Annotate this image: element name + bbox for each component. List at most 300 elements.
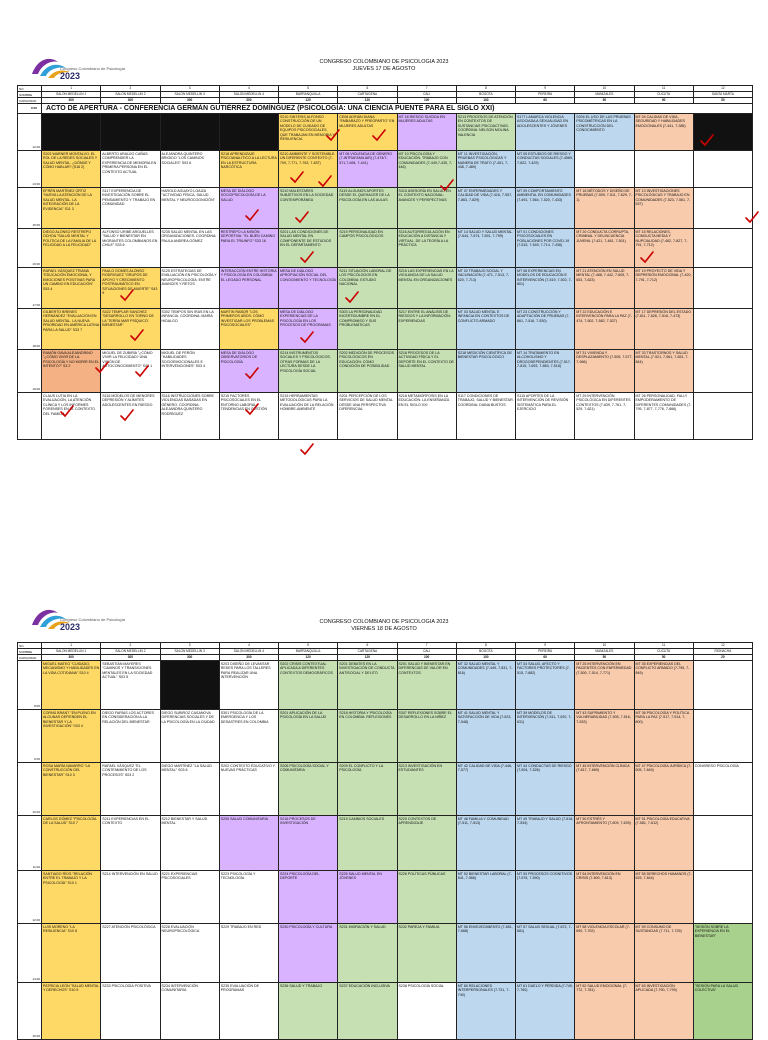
session-cell[interactable]: S224 PSICOLOGÍA DEL DEPORTE [279, 871, 338, 924]
session-cell[interactable]: MT 17 DEPRESIÓN DEL ESTADO (7-811, 7-628, 7-516, 7-473) [634, 309, 693, 350]
session-cell[interactable]: GILBERTO BRENES HERNÁNDEZ "EVALUACIÓN EN SALUD MENTAL. LA NUEVA PRIORIDAD EN AMÉRICA LATINA PARA LA SALUD" S33 7 [42, 309, 101, 350]
congress-title: CONGRESO COLOMBIANO DE PSICOLOGIA 2023 [319, 59, 449, 65]
session-cell[interactable] [101, 114, 160, 151]
congress-title: CONGRESO COLOMBIANO DE PSICOLOGIA 2023 [319, 619, 449, 625]
session-cell[interactable]: S223 PSICOLOGÍA Y TECNOLOGÍA [219, 871, 278, 924]
salon-cap: 50 [575, 655, 634, 661]
salon-name: BARRANQUILLA [279, 649, 338, 655]
session-cell[interactable]: MT 39 MODELOS DE INTERVENCIÓN (7-511, 7-520, 7-631) [516, 710, 575, 763]
session-row [18, 393, 753, 440]
session-cell[interactable]: MT 62 SALUD EMOCIONAL (7-772, 7-781) [575, 983, 634, 1040]
salon-cap: 50 [693, 98, 752, 104]
session-cell[interactable]: S217 ENTRE EL ANÁLISIS DE RIESGOS Y LA INFORMACIÓN: EXPERIENCIAS [397, 309, 456, 350]
schedule-date: JUEVES 17 DE AGOSTO [352, 66, 416, 72]
session-cell[interactable]: S307 REFLEXIONES SOBRE EL DESARROLLO EN LA NIÑEZ [397, 710, 456, 763]
time-label: 13:00 [18, 151, 42, 188]
salon-no: 1 [42, 643, 101, 649]
salon-name: SALON MEDELLIN 2 [101, 649, 160, 655]
session-cell[interactable] [693, 229, 752, 268]
session-cell[interactable]: S210 SINTESIS ALFONSO CONSTRUCCIÓN DE UN MODELO DE CUIDADO DE EQUIPOS PSICOSOCIALES, QUE TRABAJAN EN MEMORIA Y RESILIENCIA [279, 114, 338, 151]
session-row [18, 924, 753, 983]
time-label: 12:00 [18, 114, 42, 151]
salon-name: CUCUTA [634, 92, 693, 98]
session-cell[interactable]: MT 31 VIVIENDA Y DESPLAZAMIENTO (7-505, 7-577, 7-966) [575, 350, 634, 393]
session-cell[interactable]: S233 PSICOLOGÍA POSITIVA [101, 983, 160, 1040]
session-cell[interactable]: S205 SALUD COMUNITARIA [219, 816, 278, 871]
session-cell[interactable]: MT 10 PSICOLOGÍA Y EDUCACIÓN. TRABAJO CON COMUNIDADES (7-449,7-435, 7-446) [397, 151, 456, 188]
time-label: 9:00 [18, 104, 42, 114]
salon-cap: 300 [101, 655, 160, 661]
page-title [0, 619, 768, 633]
session-cell[interactable]: MT 33 TRASTORNOS Y SALUD MENTAL (7-521, 7-561, 7-651, 7-844) [634, 350, 693, 393]
salon-cap: 120 [338, 655, 397, 661]
session-cell[interactable]: MT 20 CONDUCTA CORRUPTA, CRIMINAL Y DELINCUENCIA JUVENIL (7-421, 7-481, 7-501) [575, 229, 634, 268]
header-label: NOMBRE [18, 649, 42, 655]
session-cell[interactable]: MT 49 TRABAJO Y SALUD (7-518, 7-534) [516, 816, 575, 871]
session-cell[interactable]: S117 CONDICIONES DE TRABAJO, SALUD Y BIENESTAR. COORDINA: DIANA BUSTOS [456, 393, 515, 440]
session-cell[interactable]: MT 63 INVESTIGACIÓN APLICADA (7-790, 7-799) [634, 983, 693, 1040]
salon-name: CARTAGENA [338, 649, 397, 655]
time-label: 18:00 [18, 309, 42, 350]
session-cell[interactable]: S232 PAREJA Y FAMILIA [397, 924, 456, 983]
session-cell[interactable]: S115 APORTES DE LA INTERVENCIÓN DE REVISIÓN SISTEMÁTICA PARA EL EJERCICIO [516, 393, 575, 440]
session-row [18, 268, 753, 309]
session-cell[interactable]: S236 SALUD Y TRABAJO [279, 983, 338, 1040]
session-cell[interactable] [693, 393, 752, 440]
salon-cap: 100 [456, 98, 515, 104]
session-cell[interactable]: S201 PERCEPCIÓN DE LOS SERVICIOS DE SALUD MENTAL DESDE UNA PERSPECTIVA DIFERENCIAL [338, 393, 397, 440]
session-cell[interactable]: MT 50 ESTRÉS Y AFRONTAMIENTO (7-609, 7-639) [575, 816, 634, 871]
session-cell[interactable]: MESA DE DIÁLOGO SOCIOPSICOLOGÍA DE LA SALUD [219, 188, 278, 229]
time-label: 15:00 [18, 188, 42, 229]
salon-name: SANTA MARTA [693, 92, 752, 98]
salon-cap: 120 [279, 655, 338, 661]
salon-no: 8 [456, 643, 515, 649]
salon-no: 1 [42, 86, 101, 92]
session-cell[interactable]: MT 42 CALIDAD DE VIDA (7-446, 7-577) [456, 763, 515, 816]
salon-name: SALON MEDELLIN 3 [160, 649, 219, 655]
session-cell[interactable]: S210 MALESTARES SUBJETIVOS EN LA SOCIEDAD CONTEMPORÁNEA [279, 188, 338, 229]
session-row [18, 309, 753, 350]
session-cell[interactable]: S116 AUTORREGULACIÓN EN EDUCACIÓN A DISTANCIA Y VIRTUAL, DE LA TEORÍA A LA PRÁCTICA [397, 229, 456, 268]
salon-name: PEREIRA [516, 649, 575, 655]
session-cell[interactable]: INTERACCIÓN ENTRE HISTORIA Y PSICOLOGÍA EN COLOMBIA: EL LEGADO PERSONAL [219, 268, 278, 309]
salon-cap: 50 [634, 655, 693, 661]
session-cell[interactable]: S235 SALUD MENTAL EN LAS ORGANIZACIONES. COORDINA: PAULA ANDREA GÓMEZ [160, 229, 219, 268]
session-cell[interactable]: S202 MEDICIÓN DE PROCESOS PSICOLÓGICOS EN EDUCACIÓN: CÓMO CONDICIÓN DE POSIBILIDAD [338, 350, 397, 393]
salon-no: 7 [397, 86, 456, 92]
session-cell[interactable]: MT 48 FAMILIA Y COMUNIDAD (7-511, 7-513) [456, 816, 515, 871]
session-cell[interactable]: S177 LAMARCA VIOLENCIA ASOCIADA A SEXUALIDAD EN ADOLESCENTES Y JÓVENES [516, 114, 575, 151]
opening-ceremony: ACTO DE APERTURA - CONFERENCIA GERMÁN GUTIÉRREZ DOMÍNGUEZ (PSICOLOGÍA: UNA CIENCIA PUENTE PARA EL SIGLO XXI) [42, 104, 753, 114]
session-cell[interactable]: S211 EXPERIENCIAS EN EL CONTEXTO [101, 816, 160, 871]
salon-no: 4 [219, 86, 278, 92]
session-cell[interactable]: S234 INTERVENCIÓN COMUNITARIA [160, 983, 219, 1040]
salon-cap: 300 [160, 655, 219, 661]
session-cell[interactable]: MIGUEL DE FERÓN "HABILIDADES SOCIOEMOCIONALES E INTERVENCIONES" S03 4 [160, 350, 219, 393]
session-cell[interactable]: CLAUS LUTIA EN LA EVALUACIÓN, LA ATENCIÓN CLÍNICA Y LOS INFORMES FORENSES EN EL CONTEXTO DEL FAMILIA [42, 393, 101, 440]
session-cell[interactable]: MESA DE DIÁLOGO APROPIACIÓN SOCIAL DEL CONOCIMIENTO Y TECNOLOGÍA [279, 268, 338, 309]
schedule-page-thursday [0, 0, 768, 458]
session-cell[interactable]: MT 58 VIOLENCIA ESCOLAR (7-690, 7-702) [575, 924, 634, 983]
session-cell[interactable]: MT 13 INVESTIGACIONES PSICOLÓGICAS Y TRABAJO EN COMUNIDADES (7-523, 7-561, 7-537) [634, 188, 693, 229]
session-cell[interactable]: S201 LAS CONDICIONES DE SALUD MENTAL EN COMPONENTE DE ESTUDIOS EN EL DEPARTAMENTO [279, 229, 338, 268]
session-cell[interactable]: S203 WARNER MONTALVO. EL ROL DE LA REDES SOCIALES Y SALUD MENTAL. ¿DÓNDE Y CÓMO HABLAR? (S16 2) [42, 151, 101, 188]
session-cell[interactable]: S117 EXPERIENCIA DE INVESTIGACIÓN SOBRE EL PENSAMIENTO Y TRABAJO EN COMUNIDAD [101, 188, 160, 229]
session-cell[interactable] [693, 871, 752, 924]
salon-name: SALON MEDELLIN 4 [219, 92, 278, 98]
session-cell[interactable]: LUIS MORENO "LA RESILIENCIA" S10 8 [42, 924, 101, 983]
session-cell[interactable]: DIEGO SUBIROZ CASANOVA DIFERENCIAS SOCIALES Y DE LA PSICOLOGÍA EN LA CIUDAD [160, 710, 219, 763]
salon-cap: 100 [397, 98, 456, 104]
header-label: NO. [18, 643, 42, 649]
session-cell[interactable]: CE08 ADRIÁN DIANA "EMBARAZO Y PREOPARTO" EN MUJERES ADULTAS [338, 114, 397, 151]
session-cell[interactable]: S230 PSICOLOGÍA Y CULTURA [279, 924, 338, 983]
session-cell[interactable]: MT 60 RELACIONES INTERPERSONALES (7-731, 7-740) [456, 983, 515, 1040]
time-label: 15:00 [18, 983, 42, 1040]
session-cell[interactable]: EFRÉN MARTÍNEZ ORTIZ "NUEVA LA ATENCIÓN DE LA SALUD MENTAL. LA INTEGRACIÓN DE LA EVIDENCIA" S11 3 [42, 188, 101, 229]
session-cell[interactable] [693, 114, 752, 151]
session-cell[interactable]: MT 26 PERSONALIDAD, FALLY EMPODERAMIENTO DE DIFERENTES COMUNIDADES (7-795, 7-877, 7-776, 7-866) [634, 393, 693, 440]
session-cell[interactable]: MIGUEL DE ZUBIRÍA "¿CÓMO VIVIR LA FELICIDAD? UNA VISIÓN DE AUTOCONOCIMIENTO" S43 1 [101, 350, 160, 393]
opening-row [18, 104, 753, 114]
time-label [18, 393, 42, 440]
page-title [0, 59, 768, 73]
salon-name: CALI [397, 92, 456, 98]
session-cell[interactable]: S216 PROCESOS DE INVESTIGACIÓN [279, 816, 338, 871]
session-row [18, 114, 753, 151]
session-cell[interactable]: MT 45 INTERVENCIÓN CLÍNICA (7-617, 7-669) [575, 763, 634, 816]
session-cell[interactable]: MT 02 TRABAJO SOCIAL Y VACUNACIÓN (7-471, 7-513, 7-620, 7-713) [456, 268, 515, 309]
red-check-mark-icon [300, 442, 314, 456]
time-label: 9:00 [18, 710, 42, 763]
session-cell[interactable]: S218 APRENDIZAJE PSICOANALÍTICO A LA LECTURA EN LA ESTRUCTURA NARCÓTICA [219, 151, 278, 188]
session-cell[interactable]: S218 METAMORFOSIS EN LA EDUCACIÓN: LA ENSEÑANZA EN EL SIGLO XXI [397, 393, 456, 440]
salon-no: 2 [101, 86, 160, 92]
salon-name: RIOHACHA [693, 649, 752, 655]
session-cell[interactable]: S214 INSTRUMENTOS SOCIALES Y PSICOLÓGICOS. OTRAS FORMAS DE LA LECTURA DESDE LA PSICOLOGÍA SOCIAL [279, 350, 338, 393]
salon-cap: 50 [634, 98, 693, 104]
salon-name: PEREIRA [516, 92, 575, 98]
session-cell[interactable]: S201 DEBATES EN LA INVESTIGACIÓN DE CONDUCTA ANTISOCIAL Y DELITO [338, 661, 397, 710]
session-cell[interactable]: S226 POLÍTICAS PÚBLICAS [397, 871, 456, 924]
salon-no: 10 [575, 643, 634, 649]
session-cell[interactable]: MT 41 SALUD MENTAL Y SATISFACCIÓN DE VIDA (7-523, 7-548) [456, 710, 515, 763]
session-cell[interactable]: S220 CONTEXTOS DE APRENDIZAJE [397, 816, 456, 871]
header-label: CAPACIDAD [18, 655, 42, 661]
session-cell[interactable]: S211 SITUACIÓN LABORAL DE LOS PSICÓLOGOS EN COLOMBIA: ESTUDIO NACIONAL [338, 268, 397, 309]
session-cell[interactable]: ROSA MARÍA NAVARRO "LA CONSTRUCCIÓN DEL BIENESTAR" S10 3 [42, 763, 101, 816]
session-cell[interactable]: ALBERTO ARAÚJO CAÑAS. COMPRENDER LA EXPERIENCIA DE MEMORIA EN PRIMERA PERSONA EN EL CONTEXTO ACTUAL [101, 151, 160, 188]
header-label: CAPACIDAD [18, 98, 42, 104]
session-cell[interactable]: MT 54 INTERVENCIÓN EN CRISIS (7-600, 7-613) [575, 871, 634, 924]
salon-cap: 50 [575, 98, 634, 104]
salon-name: CALI [397, 649, 456, 655]
salon-cap: 20 [693, 655, 752, 661]
time-label: 10:00 [18, 763, 42, 816]
salon-name: SALON MEDELLIN 1 [42, 649, 101, 655]
salon-no: 6 [338, 86, 397, 92]
session-cell[interactable] [219, 114, 278, 151]
session-cell[interactable]: S212 BIENESTAR Y SALUD MENTAL [160, 816, 219, 871]
session-cell[interactable]: MT 32 SALUD MENTAL Y COMUNIDADES (7-449, 7-531, 7-816) [456, 661, 515, 710]
session-cell[interactable]: MT 55 DERECHOS HUMANOS (7-625, 7-644) [634, 871, 693, 924]
salon-no: 5 [279, 643, 338, 649]
header-label: NO. [18, 86, 42, 92]
session-cell[interactable] [693, 350, 752, 393]
session-row [18, 350, 753, 393]
session-row [18, 229, 753, 268]
session-cell[interactable]: S215 HERRAMIENTAS METODOLÓGICAS PARA LA EVALUACIÓN DE LA RELACIÓN HOMBRE-AMBIENTE [279, 393, 338, 440]
salon-cap: 300 [219, 98, 278, 104]
salon-name: SALON MEDELLIN 4 [219, 649, 278, 655]
time-label: 8:00 [18, 661, 42, 710]
session-cell[interactable]: S119 ALGUNOS APORTES DESDE EL QUEHACER DE LA PSICOLOGÍA EN LAS AULAS [338, 188, 397, 229]
salon-name: MANIZALES [575, 649, 634, 655]
session-cell[interactable]: "SESIÓN SOBRE LA EXPERIENCIA EN EL BIENESTAR" [693, 924, 752, 983]
session-cell[interactable]: MT 06 VIOLENCIA DE GÉNERO (7-INTRAFAMILIAR) (7-474/7-571,7-694, 7-441) [338, 151, 397, 188]
salon-cap: 300 [219, 655, 278, 661]
time-label: 14:00 [18, 924, 42, 983]
salon-no: 2 [101, 643, 160, 649]
session-cell[interactable]: S116 INSTRUCCIONES SOBRE VIOLENCIAS BASADAS EN GÉNERO. COORDINA: ALEJANDRA QUINTERO RODRÍGUEZ [160, 393, 219, 440]
session-cell[interactable]: MT 47 PSICOLOGÍA JURÍDICA (7-505, 7-649) [634, 763, 693, 816]
time-label: 12:00 [18, 871, 42, 924]
session-cell[interactable]: MT 18 RIESGO SUICIDA EN MUJERES ADULTAS [397, 114, 456, 151]
session-cell[interactable]: MT 29 INTERVENCIÓN PSICOLÓGICA EN DIFERENTES CONTEXTOS (7-639, 7-761, 7-529, 7-621) [575, 393, 634, 440]
session-cell[interactable]: S219 CAMBIOS SOCIALES [338, 816, 397, 871]
session-cell[interactable]: S227 ATENCIÓN PSICOLÓGICA [101, 924, 160, 983]
session-cell[interactable]: S218 PROCESOS DE LA ACTIVIDAD FÍSICA Y EL DEPORTE EN EL CONTEXTO DE SALUD MENTAL [397, 350, 456, 393]
session-cell[interactable]: DIEGO FARÍAS LOS ACTORES EN CONSIDERACIÓN A LA RELACIÓN DEL BIENESTAR [101, 710, 160, 763]
session-cell[interactable]: MT 61 DUELO Y PÉRDIDA (7-749, 7-760) [516, 983, 575, 1040]
session-cell[interactable]: S125 ESTRATEGIAS DE EVALUACIÓN EN PSICOLOGÍA Y NEUROPSICOLOGÍA: ENTRE AVANCES Y RETOS [160, 268, 219, 309]
time-label: 16:00 [18, 229, 42, 268]
logo-subtitle: Congreso Colombiano de Psicología [60, 66, 125, 71]
salon-no: 4 [219, 643, 278, 649]
logo-year-text: 2023 [60, 622, 81, 632]
salon-cap: 300 [160, 98, 219, 104]
session-cell[interactable]: MT 05 ESTUDIOS DE RIESGO Y CONDUCTAS SOCIALES (7-4589, 7-822, 7-429) [516, 151, 575, 188]
salon-name: BOGOTA [456, 649, 515, 655]
session-cell[interactable]: S221 EXPERIENCIAS PSICOSOCIALES [160, 871, 219, 924]
session-cell[interactable]: MT 04 CALIDAD DE VIDA, SEGURIDAD Y HABILIDADES EMOCIONALES (7-441, 7-385) [634, 114, 693, 151]
salon-cap: 120 [279, 98, 338, 104]
session-cell[interactable]: PAULO GOMES ALONSO RODRIGUEZ "GRUPOS DE APOYO Y CRECIMIENTO POSTRAUMÁTICO EN SITUACIONES DE MUERTE" S43 9 [101, 268, 160, 309]
salon-name: BOGOTA [456, 92, 515, 98]
session-cell[interactable] [634, 151, 693, 188]
session-row [18, 871, 753, 924]
logo-subtitle: Congreso Colombiano de Psicología [60, 617, 125, 622]
salon-no: 3 [160, 86, 219, 92]
session-cell[interactable]: MT 07 ENFERMEDADES Y CALIDAD DE VIDA (7-416, 7-557, 7-863, 7-829) [456, 188, 515, 229]
salon-cap: 60 [516, 98, 575, 104]
session-cell[interactable]: PATRICIA LEÓN "SALUD MENTAL Y DERECHOS" S10 5 [42, 983, 101, 1040]
session-cell[interactable]: S235 EVALUACIÓN DE PROGRAMAS [219, 983, 278, 1040]
session-cell[interactable]: S215 LAS EXPERIENCIAS EN LA VIGILANCIA DE LA SALUD MENTAL EN ORGANIZACIONES [397, 268, 456, 309]
schedule-page-friday [0, 503, 768, 1038]
session-cell[interactable]: MT 14 SALUD Y SALUD MENTAL (7-644, 7-674, 7-591, 7-799) [456, 229, 515, 268]
session-cell[interactable]: MT 08 EXPERIENCIAS EN MODELOS DE EDUCACIÓN E INTERVENCIÓN (7-519, 7-502, 7-801) [516, 268, 575, 309]
session-cell[interactable]: MT 44 CONDUCTAS DE RIESGO (7-504, 7-526) [516, 763, 575, 816]
session-row [18, 816, 753, 871]
session-cell[interactable] [693, 710, 752, 763]
session-cell[interactable]: S202 CONTEXTO EDUCATIVO Y NUEVAS PRÁCTICAS [219, 763, 278, 816]
session-row [18, 763, 753, 816]
session-cell[interactable]: RAFAEL VÁSQUEZ TRIANA "EDUCACIÓN EMOCIONAL Y EMOCIONES POSITIVAS PARA UN CAMBIO EN EDUCACIÓN" S53 4 [42, 268, 101, 309]
session-cell[interactable]: MESA DE DIÁLOGO EXPERIENCIAS DE LA PSICOLOGÍA EN LOS PROCESOS DE PROGRAMAS [279, 309, 338, 350]
session-cell[interactable]: MIGUEL MATEO "CUIDADO, MECANISMO Y HABILIDADES EN LA VIDA COTIDIANA" S10 4 [42, 661, 101, 710]
session-cell[interactable]: CORNÚ BRANT "EN PLENO EN ALGUNAS DEFIENDEN EL BIENESTAR Y LA INVESTIGACIÓN" S03 4 [42, 710, 101, 763]
session-cell[interactable]: S214 INTERVENCIÓN EN SALUD [101, 871, 160, 924]
session-cell[interactable]: HAROLD AGUAYO LOAIZA "ACTIVIDAD FÍSICA, SALUD MENTAL Y NEUROCOGNICIÓN" [160, 188, 219, 229]
session-cell[interactable]: S237 EDUCACIÓN INCLUSIVA [338, 983, 397, 1040]
salon-cap: 60 [516, 655, 575, 661]
session-cell[interactable]: S301 PSICOLOGÍA DE LA EMERGENCIA Y LOS DESASTRES EN COLOMBIA [219, 710, 278, 763]
schedule-date: VIERNES 18 DE AGOSTO [351, 626, 417, 632]
session-cell[interactable]: MARTIN RABOR "LOS PRIMEROS AÑOS: CÓMO INVESTIGAR LOS PROBLEMAS PSICOSOCIALES" [219, 309, 278, 350]
session-cell[interactable]: S210 AMBIENTE Y SOSTENIBLE. UN DIFERENTE CONTEXTO (7-709, 7-771, 7-763, 7-837) [279, 151, 338, 188]
time-label: 11:00 [18, 816, 42, 871]
session-cell[interactable]: MT 34 SALUD, AFECTO Y FACTORES PROTECTORES (7-515, 7-682) [516, 661, 575, 710]
salon-name: BARRANQUILLA [279, 92, 338, 98]
salon-cap: 300 [42, 98, 101, 104]
session-cell[interactable]: MT 43 SUFRIMIENTO Y VULNERABILIDAD (7-505, 7-516, 7-533) [575, 710, 634, 763]
salon-name: CARTAGENA [338, 92, 397, 98]
session-cell[interactable]: MT 11 INVESTIGACIÓN, PRUEBAS PSICOLÓGICAS Y MANERA DE TRATO (7-451, 7-438, 7-489) [456, 151, 515, 188]
schedule-table [17, 642, 753, 1040]
session-cell[interactable]: S228 EVALUACIÓN NEUROPSICOLÓGICA [160, 924, 219, 983]
session-cell[interactable]: S201 APLICACIÓN DE LA PSICOLOGÍA EN LA SALUD [279, 710, 338, 763]
session-cell[interactable]: S231 MIGRACIÓN Y SALUD [338, 924, 397, 983]
session-cell[interactable]: MT 56 ENVEJECIMIENTO (7-651, 7-668) [456, 924, 515, 983]
session-cell[interactable]: MT 21 ATENCIÓN EN SALUD MENTAL (7-468, 7-442, 7-605, 7-653, 7-623) [575, 268, 634, 309]
session-cell[interactable]: S302 TEMPOS SIN IRAS EN LA INFANCIA. COORDINA: MARÍA HIDALGO [160, 309, 219, 350]
session-cell[interactable]: MT 52 BIENESTAR LABORAL (7-541, 7-566) [456, 871, 515, 924]
session-row [18, 188, 753, 229]
session-cell[interactable]: MT 35 EXPERIENCIAS DEL CONFLICTO ARMADO (7-795, 7-849) [634, 661, 693, 710]
session-row [18, 710, 753, 763]
session-cell[interactable]: MT 14 TRATAMIENTO EN ALCOHOLISMO Y DROGODEPENDIENTES (7-517, 7-815, 7-693, 7-863, 7-518) [516, 350, 575, 393]
session-cell[interactable]: MT 01 CONDICIONES PSICOSOCIALES EN POBLACIONES POR COVID-19 (7-515, 7-549, 7-714, 7-436) [516, 229, 575, 268]
salon-no: 5 [279, 86, 338, 92]
session-cell[interactable]: MT 25 INTERVENCIÓN EN PACIENTES CON ENFERMEDAD (7-500, 7-514, 7-771) [575, 661, 634, 710]
session-cell[interactable]: S315 ASESORÍA EN SALUD EN EL CONTEXTO NACIONAL: AVANCES Y PERSPECTIVAS [397, 188, 456, 229]
session-cell[interactable]: S218 HISTORIA Y PSICOLOGÍA EN COLOMBIA: REFLEXIONES [338, 710, 397, 763]
session-cell[interactable]: MT 03 SALUD MENTAL E INFANCIA EN CONTEXTOS DE CONFLICTO ARMADO [456, 309, 515, 350]
session-cell[interactable]: DIEGO MARTÍNEZ "LA SALUD MENTAL" S03 6 [160, 763, 219, 816]
session-cell[interactable]: S202 CRISIS CONTEXTUAL APLICADA A DIFERENTES CONTEXTOS DEMOGRÁFICOS [279, 661, 338, 710]
session-cell[interactable]: MT 53 PROCESOS COGNITIVOS (7-576, 7-590) [516, 871, 575, 924]
salon-no: 6 [338, 643, 397, 649]
session-cell[interactable] [693, 661, 752, 710]
session-cell[interactable]: MT 16 MÉTODOS Y DISEÑO DE PRUEBAS (7-509, 7-511, 7-629, 7-1) [575, 188, 634, 229]
session-cell[interactable]: MESA DE DIÁLOGO OBSERVATORIOS DE PSICOLOGÍA [219, 350, 278, 393]
session-cell[interactable]: S204 EL USO DE LAS PRUEBAS PSICOMÉTRICAS EN LA CONSTRUCCIÓN DEL CONOCIMIENTO [575, 114, 634, 151]
logo-year-text: 2023 [60, 71, 81, 81]
session-cell[interactable]: S206 PSICOLOGÍA SOCIAL Y COMUNITARIA [279, 763, 338, 816]
session-cell[interactable]: S218 MEDICIÓN CIENTÍFICA DE BIENESTAR PSICOLÓGICO [456, 350, 515, 393]
session-cell[interactable]: MT 09 COMPORTAMIENTO AMBIENTAL EN COMUNIDADES (7-491, 7-564, 7-520, 7-433) [516, 188, 575, 229]
session-cell[interactable]: RESTREPO LA MISIÓN DEPORTIVA: "EL BUEN CAMINO PARA EL TRIUNFO" S33 16 [219, 229, 278, 268]
session-cell[interactable] [693, 188, 752, 229]
salon-name: MANIZALES [575, 92, 634, 98]
session-cell[interactable]: S116 MODELOS DE MENORES DEPRESIÓN Y ALÍMITES ADOLESCENTES EN RIESGO [101, 393, 160, 440]
session-cell[interactable] [693, 309, 752, 350]
session-cell[interactable]: MT 23 CONSTRUCCIÓN Y ADAPTACIÓN DE PRUEBAS (7-861, 7-516, 7-530) [516, 309, 575, 350]
session-row [18, 661, 753, 710]
salon-no: 9 [516, 86, 575, 92]
salon-no: 3 [160, 643, 219, 649]
session-cell[interactable] [160, 661, 219, 710]
session-cell[interactable]: SANTIAGO RÍOS "RELACIÓN ENTRE EL TRABAJO Y LA PSICOLOGÍA" S10 1 [42, 871, 101, 924]
session-cell[interactable]: "SESIÓN PARA LA SALUD COLECTIVA" [693, 983, 752, 1040]
session-cell[interactable]: S215 FACTORES PSICOSOCIALES EN EL ENTORNO LABORAL: TENDENCIAS EN GESTIÓN [219, 393, 278, 440]
session-cell[interactable]: S213 INVESTIGACIÓN EN ESTUDIANTES [397, 763, 456, 816]
session-cell[interactable]: MT 36 PSICOLOGÍA Y POLÍTICA PARA LA PAZ (7-517, 7-514, 7-800) [634, 710, 693, 763]
schedule-table [17, 85, 753, 440]
salon-no: 11 [634, 643, 693, 649]
session-cell[interactable]: ALEJANDRA QUINTERO BRIGIDO "LOS CAMINOS SOCIALES" S03 6 [160, 151, 219, 188]
session-cell[interactable]: CONGRESO PSICOLOGÍA [693, 763, 752, 816]
session-cell[interactable]: S209 EL CONFLICTO Y LA PSICOLOGÍA [338, 763, 397, 816]
session-cell[interactable]: CARLOS GÓMEZ "PSICOLOGÍA DE LA SALUD" S10 7 [42, 816, 101, 871]
time-label: 17:00 [18, 268, 42, 309]
salon-cap: 300 [42, 655, 101, 661]
salon-no: 12 [693, 643, 752, 649]
salon-name: SALON MEDELLIN 1 [42, 92, 101, 98]
session-row [18, 983, 753, 1040]
salon-no: 12 [693, 86, 752, 92]
session-cell[interactable] [693, 268, 752, 309]
salon-cap: 100 [397, 655, 456, 661]
session-cell[interactable]: S303 LA PERSONALIDAD INCERTIDUMBRE EN EL COMPROMISO Y SUS PROBLEMÁTICAS [338, 309, 397, 350]
session-cell[interactable]: MT 51 PSICOLOGÍA EDUCATIVA (7-581, 7-612) [634, 816, 693, 871]
session-cell[interactable]: MT 19 PROYECTO DE VIDA Y DEPRESIÓN EMOCIONAL (7-420, 7-791, 7-712) [634, 268, 693, 309]
session-cell[interactable] [160, 114, 219, 151]
session-cell[interactable]: RAFAEL VÁSQUEZ "EL CONTENIMIENTO DE LOS PROCESOS" S03 2 [101, 763, 160, 816]
salon-cap: 300 [101, 98, 160, 104]
session-cell[interactable]: MT 59 CONSUMO DE SUSTANCIAS (7-711, 7-725) [634, 924, 693, 983]
session-cell[interactable] [693, 816, 752, 871]
header-label: NOMBRE [18, 92, 42, 98]
session-cell[interactable]: SEBASTIÁN MAYERES "CAMINOS Y TRANSICIONES MENTALES EN LA SOCIEDAD ACTUAL" S03 5 [101, 661, 160, 710]
salon-no: 8 [456, 86, 515, 92]
session-cell[interactable]: MT 57 SALUD SEXUAL (7-672, 7-681) [516, 924, 575, 983]
salon-name: CUCUTA [634, 649, 693, 655]
session-cell[interactable]: S229 TRABAJO EN RED [219, 924, 278, 983]
session-cell[interactable]: S219 PERSONALIDAD EN CAMPOS PSICOLÓGICOS [338, 229, 397, 268]
salon-name: SALON MEDELLIN 2 [101, 92, 160, 98]
session-cell[interactable]: ALFONSO URIBE ARGUELLES "SALUD Y BIENESTAR EN MIGRANTES COLOMBIANOS EN CHILE" S33 6 [101, 229, 160, 268]
session-cell[interactable] [693, 151, 752, 188]
session-cell[interactable]: RAMÓN GAVA ALEJANDRINO "¿CÓMO VIVIR DE LA PSICOLOGÍA Y NO MORIR EN EL INTENTO?" S3 2 [42, 350, 101, 393]
session-cell[interactable]: S422 TEMPLAR SANCHEZ "DESARROLLO EN TORNO DE LA 'TERRA MAR PSÍQUICO'. BIENESTAR" [101, 309, 160, 350]
session-cell[interactable]: S213 PROCESOS DE ATENCIÓN EN CONTEXTOS DE SUSTANCIAS PSICOACTIVAS. COORDINA: NELSON MOLINA VALENCIA [456, 114, 515, 151]
session-cell[interactable] [42, 114, 101, 151]
session-cell[interactable]: S203 DISEÑO DE LEVANTAR REDES PARA LOS TALLERES PARA REALIZAR UNA INTERVENCIÓN [219, 661, 278, 710]
salon-cap: 120 [338, 98, 397, 104]
session-cell[interactable]: S238 PSICOLOGÍA SOCIAL [397, 983, 456, 1040]
session-cell[interactable]: S225 SALUD MENTAL EN JÓVENES [338, 871, 397, 924]
session-cell[interactable]: S201 SALUD Y BIENESTAR EN DIFERENCIAS DE VALOR EN CONTEXTOS [397, 661, 456, 710]
session-cell[interactable]: DIEGO ALONSO RESTREPO OCHOA "SALUD MENTAL Y POLÍTICA DE LA FAMILIA DE LA FELICIDAD A LA FELICIDAD" [42, 229, 101, 268]
session-cell[interactable]: MT 15 RELACIONES, CONDUCTA MEDIA Y NUPCIALIDAD (7-462, 7-827, 7-791, 7-712) [634, 229, 693, 268]
session-row [18, 151, 753, 188]
session-cell[interactable]: MT 22 EDUCACIÓN E INTERVENCIÓN PARA LA PAZ (7-474, 7-502, 7-582, 7-527) [575, 309, 634, 350]
session-cell[interactable] [575, 151, 634, 188]
salon-cap: 100 [456, 655, 515, 661]
